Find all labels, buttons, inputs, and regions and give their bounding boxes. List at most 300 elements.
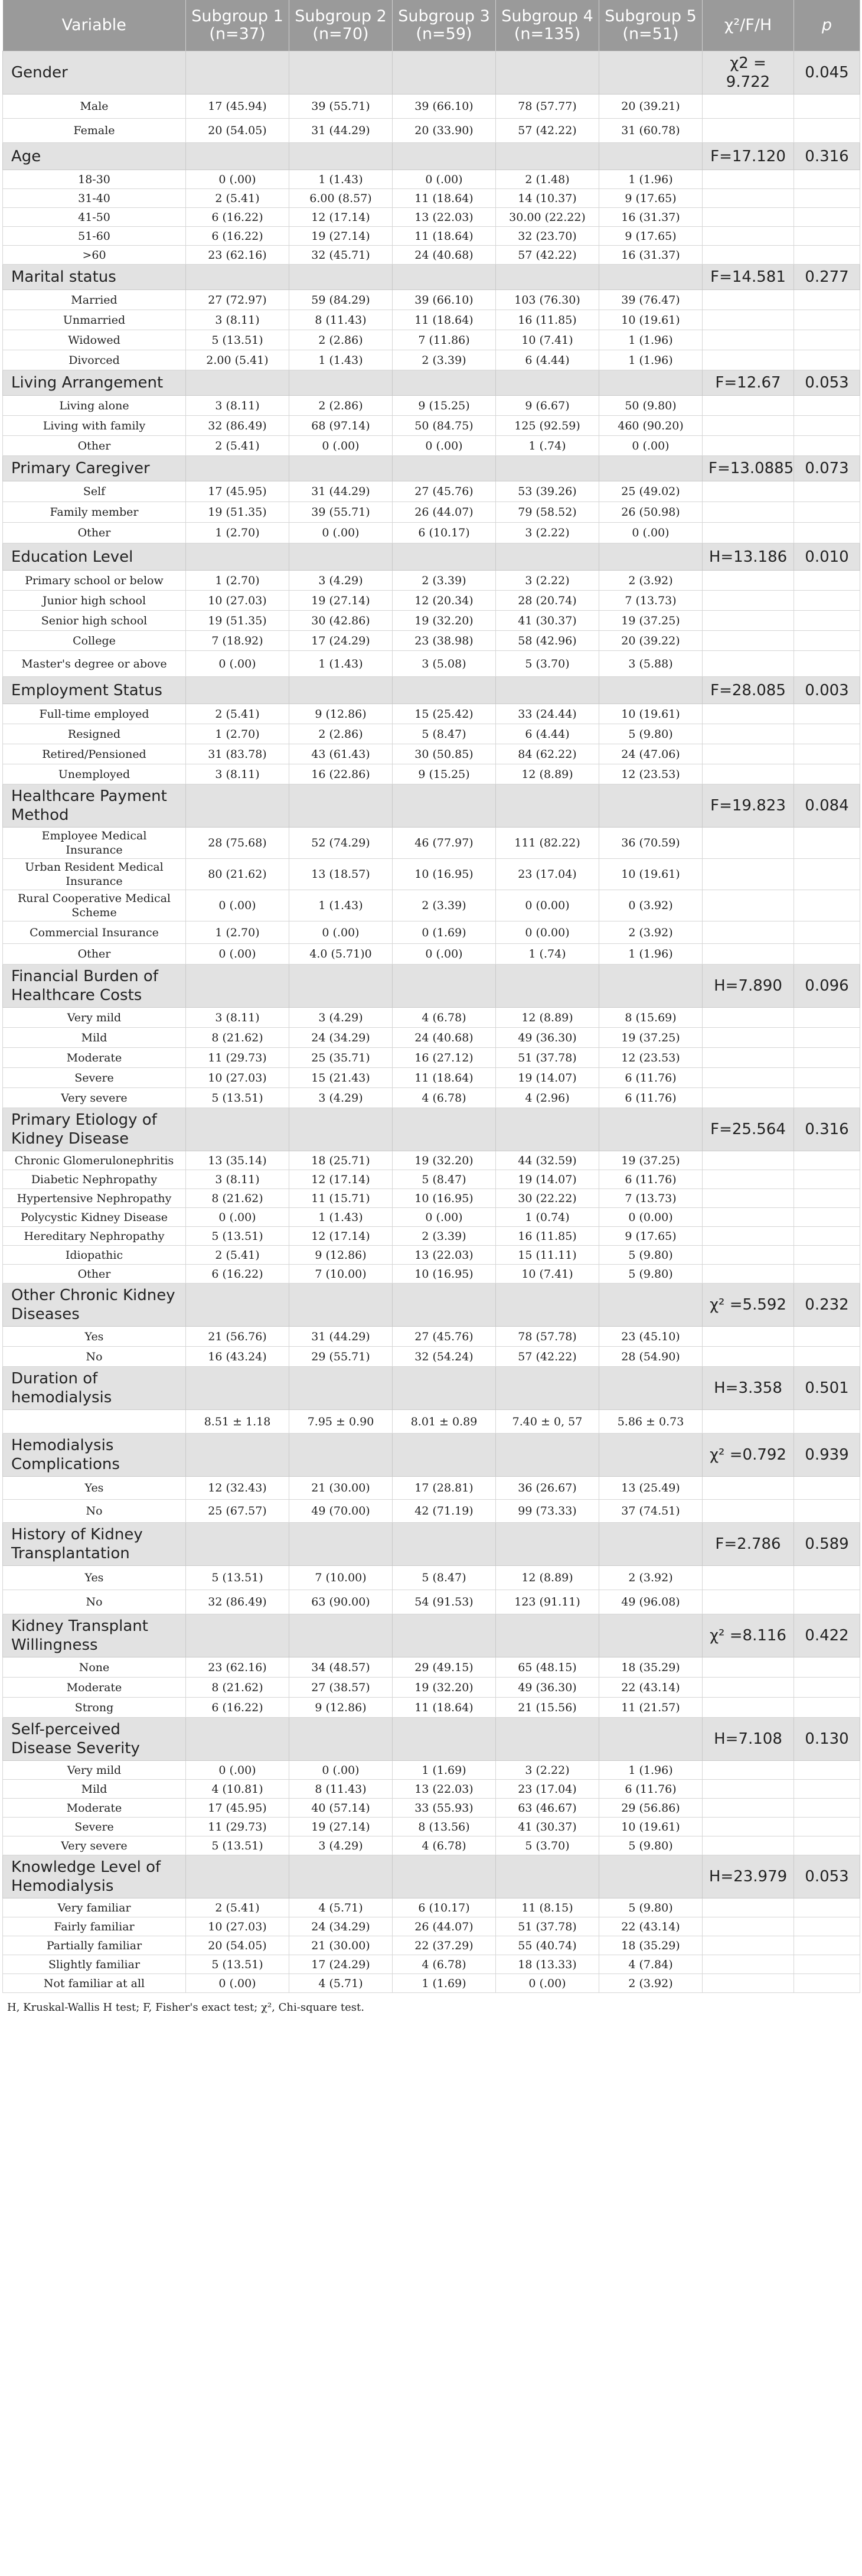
section-empty-cell (289, 1523, 393, 1566)
table-row (3, 1936, 860, 1955)
subgroup-3-value: 26 (44.07) (393, 502, 496, 523)
section-empty-cell (496, 1284, 599, 1327)
section-empty-cell (599, 265, 703, 290)
subgroup-1-value: 25 (67.57) (186, 1500, 289, 1523)
row-label: Very mild (3, 1008, 186, 1028)
row-empty-cell (703, 1566, 794, 1590)
row-label: Mild (3, 1028, 186, 1048)
section-p-value: 0.277 (794, 265, 860, 290)
row-empty-cell (703, 481, 794, 502)
section-title: Duration of hemodialysis (3, 1367, 186, 1410)
table-row (3, 1068, 860, 1088)
subgroup-4-value: 41 (30.37) (496, 1818, 599, 1836)
row-empty-cell (703, 1818, 794, 1836)
section-statistic: χ² =8.116 (703, 1614, 794, 1657)
row-label: Primary school or below (3, 571, 186, 591)
row-empty-cell (703, 1590, 794, 1614)
subgroup-3-value: 9 (15.25) (393, 764, 496, 784)
row-label: Very severe (3, 1088, 186, 1108)
table-row (3, 1151, 860, 1170)
section-empty-cell (289, 965, 393, 1008)
subgroup-5-value: 1 (1.96) (599, 330, 703, 350)
subgroup-3-value: 12 (20.34) (393, 591, 496, 611)
subgroup-1-value: 7 (18.92) (186, 631, 289, 651)
subgroup-4-value: 2 (1.48) (496, 170, 599, 189)
section-empty-cell (496, 370, 599, 396)
row-empty-cell (794, 119, 860, 143)
subgroup-2-value: 40 (57.14) (289, 1799, 393, 1818)
subgroup-3-value: 11 (18.64) (393, 227, 496, 246)
row-empty-cell (794, 724, 860, 744)
subgroup-1-value: 16 (43.24) (186, 1347, 289, 1367)
subgroup-2-value: 19 (27.14) (289, 227, 393, 246)
subgroup-2-value: 17 (24.29) (289, 631, 393, 651)
subgroup-3-value: 2 (3.39) (393, 1227, 496, 1246)
subgroup-5-value: 13 (25.49) (599, 1477, 703, 1500)
row-empty-cell (703, 724, 794, 744)
row-empty-cell (794, 651, 860, 677)
subgroup-3-value: 0 (.00) (393, 170, 496, 189)
row-empty-cell (703, 1265, 794, 1284)
table-row (3, 631, 860, 651)
section-empty-cell (186, 1718, 289, 1761)
row-label: Rural Cooperative Medical Scheme (3, 890, 186, 921)
table-row (3, 1836, 860, 1855)
section-header (3, 1718, 860, 1761)
row-empty-cell (703, 396, 794, 416)
section-p-value: 0.073 (794, 456, 860, 481)
subgroup-3-value: 24 (40.68) (393, 1028, 496, 1048)
subgroup-1-value: 1 (2.70) (186, 523, 289, 543)
section-empty-cell (496, 1108, 599, 1151)
subgroup-1-value: 1 (2.70) (186, 571, 289, 591)
subgroup-4-value: 41 (30.37) (496, 611, 599, 631)
table-row (3, 95, 860, 119)
row-empty-cell (794, 1208, 860, 1227)
subgroup-3-value: 13 (22.03) (393, 208, 496, 227)
section-empty-cell (289, 1284, 393, 1327)
subgroup-4-value: 1 (.74) (496, 436, 599, 456)
subgroup-1-value: 0 (.00) (186, 944, 289, 965)
section-statistic: F=28.085 (703, 677, 794, 704)
subgroup-5-value: 39 (76.47) (599, 290, 703, 310)
row-label: Hereditary Nephropathy (3, 1227, 186, 1246)
row-empty-cell (794, 921, 860, 944)
section-p-value: 0.045 (794, 51, 860, 95)
subgroup-1-value: 8.51 ± 1.18 (186, 1410, 289, 1434)
subgroup-3-value: 4 (6.78) (393, 1955, 496, 1974)
row-empty-cell (794, 890, 860, 921)
row-empty-cell (794, 1799, 860, 1818)
section-empty-cell (289, 1434, 393, 1477)
subgroup-1-value: 6 (16.22) (186, 208, 289, 227)
row-empty-cell (794, 611, 860, 631)
table-row (3, 1410, 860, 1434)
subgroup-2-value: 29 (55.71) (289, 1347, 393, 1367)
section-empty-cell (289, 784, 393, 828)
subgroup-3-value: 0 (.00) (393, 436, 496, 456)
row-empty-cell (703, 1917, 794, 1936)
row-empty-cell (794, 481, 860, 502)
subgroup-3-value: 8 (13.56) (393, 1818, 496, 1836)
row-empty-cell (794, 859, 860, 890)
section-empty-cell (186, 51, 289, 95)
subgroup-2-value: 18 (25.71) (289, 1151, 393, 1170)
subgroup-1-value: 3 (8.11) (186, 1170, 289, 1189)
subgroup-4-value: 33 (24.44) (496, 704, 599, 724)
table-row (3, 502, 860, 523)
subgroup-1-value: 13 (35.14) (186, 1151, 289, 1170)
row-empty-cell (794, 1189, 860, 1208)
subgroup-3-value: 17 (28.81) (393, 1477, 496, 1500)
subgroup-4-value: 30 (22.22) (496, 1189, 599, 1208)
section-empty-cell (599, 1367, 703, 1410)
subgroup-2-value: 59 (84.29) (289, 290, 393, 310)
row-label: Polycystic Kidney Disease (3, 1208, 186, 1227)
table-row (3, 396, 860, 416)
subgroup-2-value: 12 (17.14) (289, 1170, 393, 1189)
section-empty-cell (393, 370, 496, 396)
section-empty-cell (599, 1855, 703, 1898)
subgroup-5-value: 6 (11.76) (599, 1780, 703, 1799)
subgroup-4-value: 32 (23.70) (496, 227, 599, 246)
section-empty-cell (599, 51, 703, 95)
subgroup-1-value: 19 (51.35) (186, 611, 289, 631)
subgroup-2-value: 17 (24.29) (289, 1955, 393, 1974)
row-empty-cell (794, 1678, 860, 1698)
section-empty-cell (393, 51, 496, 95)
table-row (3, 1799, 860, 1818)
subgroup-1-value: 0 (.00) (186, 1208, 289, 1227)
section-empty-cell (393, 1855, 496, 1898)
row-empty-cell (703, 1327, 794, 1347)
row-empty-cell (703, 436, 794, 456)
subgroup-1-value: 31 (83.78) (186, 744, 289, 764)
subgroup-4-value: 12 (8.89) (496, 764, 599, 784)
section-empty-cell (599, 1284, 703, 1327)
subgroup-2-value: 7 (10.00) (289, 1265, 393, 1284)
section-empty-cell (599, 1718, 703, 1761)
section-statistic: χ2 = 9.722 (703, 51, 794, 95)
row-empty-cell (794, 1590, 860, 1614)
section-statistic: χ² =5.592 (703, 1284, 794, 1327)
row-label: Severe (3, 1818, 186, 1836)
subgroup-1-value: 8 (21.62) (186, 1028, 289, 1048)
subgroup-3-value: 27 (45.76) (393, 481, 496, 502)
row-empty-cell (703, 1008, 794, 1028)
subgroup-1-value: 5 (13.51) (186, 330, 289, 350)
section-empty-cell (186, 784, 289, 828)
subgroup-1-value: 2 (5.41) (186, 189, 289, 208)
section-title: Age (3, 143, 186, 170)
row-empty-cell (794, 1898, 860, 1917)
section-statistic: F=25.564 (703, 1108, 794, 1151)
table-row (3, 350, 860, 370)
row-label: Other (3, 436, 186, 456)
subgroup-3-value: 2 (3.39) (393, 571, 496, 591)
section-empty-cell (393, 1284, 496, 1327)
section-header (3, 1108, 860, 1151)
row-empty-cell (794, 396, 860, 416)
row-empty-cell (703, 828, 794, 859)
subgroup-3-value: 0 (1.69) (393, 921, 496, 944)
subgroup-1-value: 20 (54.05) (186, 1936, 289, 1955)
header-subgroup-2: Subgroup 2 (n=70) (289, 0, 393, 51)
row-empty-cell (794, 1657, 860, 1678)
table-row (3, 119, 860, 143)
row-empty-cell (794, 502, 860, 523)
section-p-value: 0.589 (794, 1523, 860, 1566)
row-empty-cell (794, 764, 860, 784)
subgroup-4-value: 19 (14.07) (496, 1068, 599, 1088)
table-row (3, 1477, 860, 1500)
table-row (3, 571, 860, 591)
subgroup-3-value: 46 (77.97) (393, 828, 496, 859)
subgroup-5-value: 12 (23.53) (599, 1048, 703, 1068)
row-empty-cell (794, 704, 860, 724)
subgroup-4-value: 0 (.00) (496, 1974, 599, 1993)
row-empty-cell (794, 95, 860, 119)
row-empty-cell (794, 571, 860, 591)
subgroup-3-value: 39 (66.10) (393, 290, 496, 310)
subgroup-2-value: 32 (45.71) (289, 246, 393, 265)
row-empty-cell (794, 1698, 860, 1718)
table-row (3, 290, 860, 310)
subgroup-3-value: 19 (32.20) (393, 1678, 496, 1698)
subgroup-3-value: 1 (1.69) (393, 1974, 496, 1993)
row-empty-cell (794, 828, 860, 859)
section-p-value: 0.232 (794, 1284, 860, 1327)
subgroup-5-value: 2 (3.92) (599, 1566, 703, 1590)
row-empty-cell (703, 1698, 794, 1718)
row-empty-cell (794, 1761, 860, 1780)
subgroup-2-value: 63 (90.00) (289, 1590, 393, 1614)
section-empty-cell (186, 677, 289, 704)
section-header (3, 370, 860, 396)
table-row (3, 859, 860, 890)
row-label: Male (3, 95, 186, 119)
subgroup-4-value: 5 (3.70) (496, 651, 599, 677)
table-row (3, 416, 860, 436)
subgroup-3-value: 2 (3.39) (393, 350, 496, 370)
table-row (3, 1265, 860, 1284)
subgroup-5-value: 20 (39.21) (599, 95, 703, 119)
section-empty-cell (393, 543, 496, 571)
row-empty-cell (703, 611, 794, 631)
table-row (3, 1780, 860, 1799)
table-row (3, 1955, 860, 1974)
section-header (3, 1523, 860, 1566)
row-empty-cell (794, 1974, 860, 1993)
table-row (3, 1327, 860, 1347)
header-subgroup-5: Subgroup 5 (n=51) (599, 0, 703, 51)
subgroup-3-value: 8.01 ± 0.89 (393, 1410, 496, 1434)
subgroup-2-value: 39 (55.71) (289, 95, 393, 119)
subgroup-4-value: 57 (42.22) (496, 119, 599, 143)
header-statistic: χ²/F/H (703, 0, 794, 51)
row-empty-cell (794, 416, 860, 436)
subgroup-1-value: 32 (86.49) (186, 1590, 289, 1614)
row-empty-cell (703, 704, 794, 724)
subgroup-2-value: 24 (34.29) (289, 1028, 393, 1048)
section-empty-cell (496, 456, 599, 481)
subgroup-1-value: 12 (32.43) (186, 1477, 289, 1500)
subgroup-5-value: 8 (15.69) (599, 1008, 703, 1028)
subgroup-2-value: 11 (15.71) (289, 1189, 393, 1208)
row-empty-cell (703, 744, 794, 764)
subgroup-1-value: 6 (16.22) (186, 1265, 289, 1284)
subgroup-1-value: 1 (2.70) (186, 724, 289, 744)
subgroup-2-value: 9 (12.86) (289, 704, 393, 724)
subgroup-3-value: 42 (71.19) (393, 1500, 496, 1523)
subgroup-3-value: 50 (84.75) (393, 416, 496, 436)
subgroup-2-value: 1 (1.43) (289, 651, 393, 677)
subgroup-3-value: 22 (37.29) (393, 1936, 496, 1955)
subgroup-1-value: 23 (62.16) (186, 1657, 289, 1678)
row-label: Moderate (3, 1048, 186, 1068)
subgroup-1-value: 11 (29.73) (186, 1048, 289, 1068)
subgroup-2-value: 1 (1.43) (289, 350, 393, 370)
section-statistic: F=17.120 (703, 143, 794, 170)
table-row (3, 704, 860, 724)
table-row (3, 246, 860, 265)
subgroup-5-value: 19 (37.25) (599, 1028, 703, 1048)
section-empty-cell (186, 1855, 289, 1898)
subgroup-3-value: 4 (6.78) (393, 1836, 496, 1855)
row-label: Other (3, 523, 186, 543)
subgroup-2-value: 9 (12.86) (289, 1698, 393, 1718)
subgroup-1-value: 0 (.00) (186, 1761, 289, 1780)
subgroup-5-value: 10 (19.61) (599, 1818, 703, 1836)
section-p-value: 0.096 (794, 965, 860, 1008)
section-empty-cell (496, 1855, 599, 1898)
subgroup-1-value: 27 (72.97) (186, 290, 289, 310)
section-p-value: 0.053 (794, 1855, 860, 1898)
subgroup-5-value: 10 (19.61) (599, 859, 703, 890)
subgroup-4-value: 51 (37.78) (496, 1917, 599, 1936)
row-label: Senior high school (3, 611, 186, 631)
subgroup-2-value: 0 (.00) (289, 1761, 393, 1780)
subgroup-5-value: 5.86 ± 0.73 (599, 1410, 703, 1434)
row-empty-cell (703, 208, 794, 227)
row-empty-cell (794, 330, 860, 350)
table-row (3, 944, 860, 965)
row-empty-cell (794, 1836, 860, 1855)
row-label: Mild (3, 1780, 186, 1799)
section-empty-cell (186, 1367, 289, 1410)
row-empty-cell (703, 189, 794, 208)
subgroup-2-value: 4 (5.71) (289, 1974, 393, 1993)
section-empty-cell (289, 543, 393, 571)
section-empty-cell (186, 265, 289, 290)
subgroup-5-value: 2 (3.92) (599, 1974, 703, 1993)
subgroup-1-value: 11 (29.73) (186, 1818, 289, 1836)
section-empty-cell (496, 1718, 599, 1761)
section-empty-cell (186, 1434, 289, 1477)
subgroup-3-value: 4 (6.78) (393, 1008, 496, 1028)
row-empty-cell (794, 523, 860, 543)
table-row (3, 1917, 860, 1936)
row-label: Unemployed (3, 764, 186, 784)
row-empty-cell (703, 921, 794, 944)
subgroup-2-value: 27 (38.57) (289, 1678, 393, 1698)
subgroup-4-value: 3 (2.22) (496, 1761, 599, 1780)
section-p-value: 0.422 (794, 1614, 860, 1657)
section-empty-cell (599, 784, 703, 828)
subgroup-5-value: 4 (7.84) (599, 1955, 703, 1974)
row-empty-cell (794, 1028, 860, 1048)
row-empty-cell (703, 1936, 794, 1955)
subgroup-3-value: 2 (3.39) (393, 890, 496, 921)
subgroup-1-value: 3 (8.11) (186, 396, 289, 416)
subgroup-3-value: 20 (33.90) (393, 119, 496, 143)
subgroup-4-value: 12 (8.89) (496, 1566, 599, 1590)
table-row (3, 651, 860, 677)
section-title: Hemodialysis Complications (3, 1434, 186, 1477)
row-empty-cell (703, 859, 794, 890)
row-label: 31-40 (3, 189, 186, 208)
subgroup-5-value: 18 (35.29) (599, 1657, 703, 1678)
section-empty-cell (393, 456, 496, 481)
subgroup-2-value: 31 (44.29) (289, 1327, 393, 1347)
subgroup-2-value: 2 (2.86) (289, 396, 393, 416)
row-empty-cell (703, 944, 794, 965)
section-empty-cell (496, 1523, 599, 1566)
table-footnote: H, Kruskal-Wallis H test; F, Fisher's exact test; χ², Chi-square test. (7, 2001, 364, 2014)
subgroup-5-value: 50 (9.80) (599, 396, 703, 416)
row-label: Diabetic Nephropathy (3, 1170, 186, 1189)
subgroup-3-value: 1 (1.69) (393, 1761, 496, 1780)
section-empty-cell (496, 1367, 599, 1410)
subgroup-2-value: 19 (27.14) (289, 591, 393, 611)
section-header (3, 677, 860, 704)
row-label: Very severe (3, 1836, 186, 1855)
subgroup-5-value: 20 (39.22) (599, 631, 703, 651)
table-row (3, 828, 860, 859)
subgroup-3-value: 32 (54.24) (393, 1347, 496, 1367)
row-empty-cell (794, 1347, 860, 1367)
subgroup-5-value: 31 (60.78) (599, 119, 703, 143)
subgroup-3-value: 0 (.00) (393, 1208, 496, 1227)
subgroup-5-value: 5 (9.80) (599, 724, 703, 744)
row-label: Not familiar at all (3, 1974, 186, 1993)
subgroup-5-value: 3 (5.88) (599, 651, 703, 677)
section-p-value: 0.316 (794, 143, 860, 170)
subgroup-1-value: 17 (45.95) (186, 1799, 289, 1818)
row-empty-cell (703, 1955, 794, 1974)
subgroup-2-value: 16 (22.86) (289, 764, 393, 784)
subgroup-2-value: 2 (2.86) (289, 724, 393, 744)
row-empty-cell (794, 591, 860, 611)
row-empty-cell (794, 1917, 860, 1936)
section-header (3, 456, 860, 481)
section-header (3, 143, 860, 170)
section-empty-cell (393, 1523, 496, 1566)
subgroup-5-value: 37 (74.51) (599, 1500, 703, 1523)
subgroup-5-value: 5 (9.80) (599, 1898, 703, 1917)
row-empty-cell (794, 1227, 860, 1246)
subgroup-4-value: 10 (7.41) (496, 330, 599, 350)
subgroup-characteristics-table (2, 0, 860, 1993)
row-empty-cell (794, 1170, 860, 1189)
subgroup-5-value: 19 (37.25) (599, 1151, 703, 1170)
subgroup-1-value: 0 (.00) (186, 651, 289, 677)
section-statistic: F=13.0885 (703, 456, 794, 481)
row-label: Yes (3, 1327, 186, 1347)
subgroup-4-value: 3 (2.22) (496, 523, 599, 543)
table-row (3, 1898, 860, 1917)
section-empty-cell (599, 370, 703, 396)
